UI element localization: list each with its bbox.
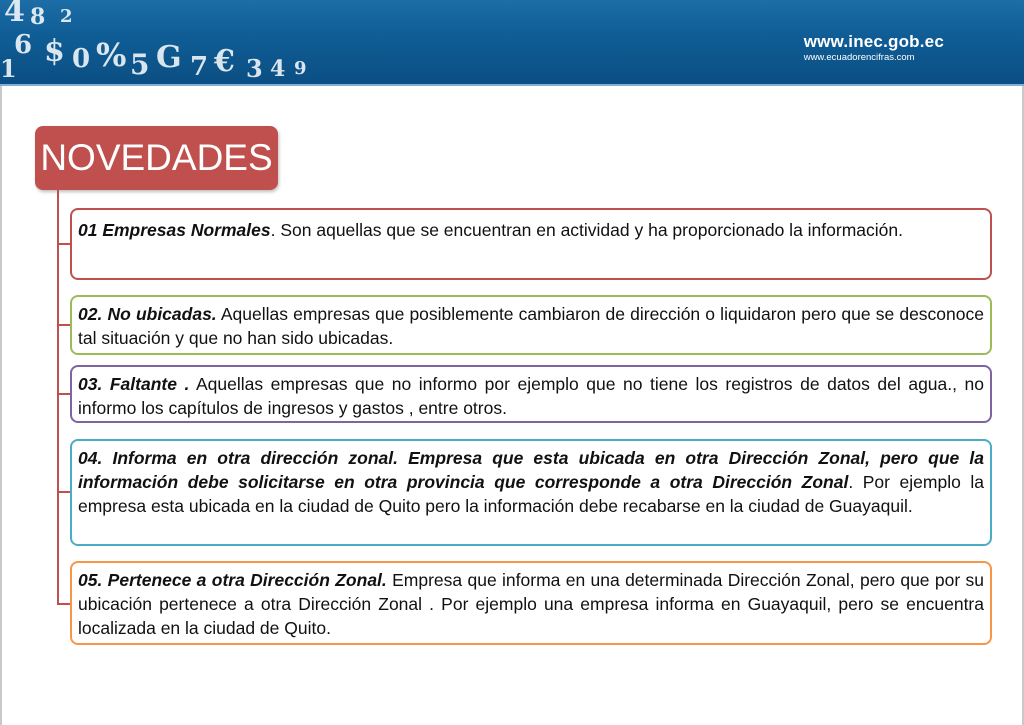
list-item-faltante [70,365,992,423]
item-1-text: . Son aquellas que se encuentran en actividad y ha proporcionado la información. [270,220,903,240]
item-1-lead: 01 Empresas Normales [78,220,271,240]
list-item-otra-direccion-zonal [70,439,992,546]
item-5-text: Empresa que informa en una determinada Dirección Zonal, pero que por su ubicación pertenece a otra Dirección Zonal . Por ejemplo una empresa informa en Guayaquil, pero se encuentra localizada en la ciudad de Quito. [78,570,984,638]
list-item-no-ubicadas [70,295,992,355]
item-3-lead: 03. Faltante . [78,374,190,394]
list-item-pertenece-otra-zonal [70,561,992,645]
item-5-lead: 05. Pertenece a otra Dirección Zonal. [78,570,387,590]
page-title [35,126,278,190]
header-divider [0,84,1024,86]
site-main-url[interactable]: www.inec.gob.ec [803,32,944,51]
list-connector-line [57,190,59,605]
item-3-text: Aquellas empresas que no informo por ejemplo que no tiene los registros de datos del agua., no informo los capítulos de ingresos y gastos , entre otros. [78,374,984,418]
list-item-empresas-normales [70,208,992,280]
item-4-text: . Por ejemplo la empresa esta ubicada en la ciudad de Quito pero la información debe recabarse en la ciudad de Guayaquil. [78,472,985,516]
site-urls [804,32,944,63]
frame-left-border [0,86,2,725]
item-2-lead: 02. No ubicadas. [78,304,217,324]
header-banner [0,0,1024,84]
page-title-text: NOVEDADES [40,137,273,178]
item-4-lead: 04. Informa en otra dirección zonal. Empresa que esta ubicada en otra Dirección Zonal, pero que la información debe solicitarse en otra provincia que corresponde a otra Dirección Zonal [78,448,984,492]
site-sub-url[interactable]: www.ecuadorencifras.com [803,52,915,63]
numbers-decoration: 4 8 6 $ 0 % 5 G 7 € 3 4 9 2 1 [0,0,307,83]
item-2-text: Aquellas empresas que posiblemente cambiaron de dirección o liquidaron pero que se desconoce tal situación y que no han sido ubicadas. [78,304,984,348]
